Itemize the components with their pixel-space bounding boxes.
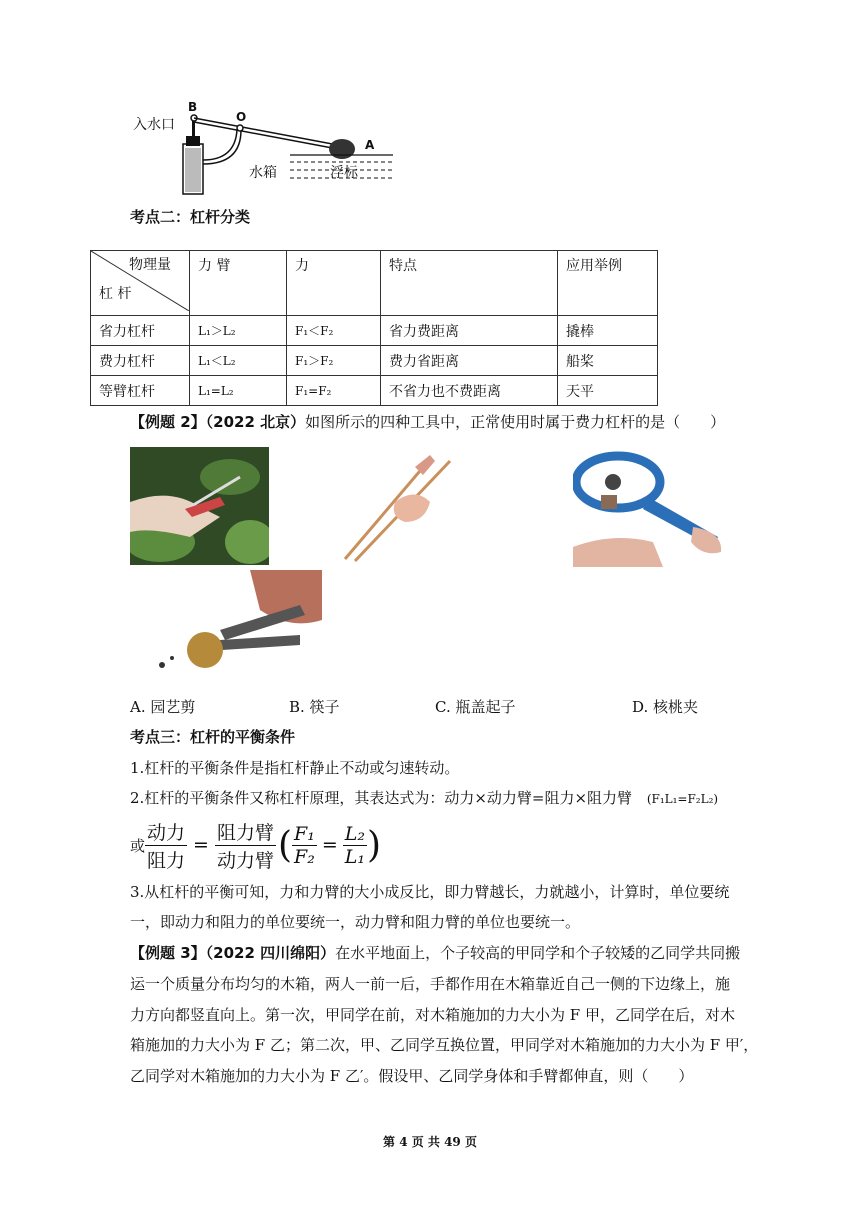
paragraph-3-line2: 一，即动力和阻力的单位要统一，动力臂和阻力臂的单位也要统一。 — [130, 913, 581, 931]
point-O-label: O — [236, 110, 247, 124]
table-row — [91, 376, 658, 406]
frac-num: F₁ — [294, 822, 315, 845]
row-feature: 不省力也不费距离 — [381, 376, 558, 406]
example3-line1 — [130, 942, 740, 964]
ratio-formula — [130, 820, 381, 870]
option-b: B. 筷子 — [289, 698, 340, 716]
row-name: 等臂杠杆 — [91, 376, 190, 406]
row-name: 费力杠杆 — [91, 346, 190, 376]
paragraph-2 — [130, 787, 718, 810]
example3-source: （2022 四川绵阳） — [205, 944, 336, 962]
header-quantity: 物理量 — [129, 257, 171, 273]
frac-den: 动力臂 — [216, 849, 274, 872]
example2-tag: 【例题 2】 — [130, 413, 206, 431]
row-arm: L₁＜L₂ — [190, 346, 287, 376]
header-lever: 杠 杆 — [99, 286, 132, 302]
table-row — [91, 346, 658, 376]
equals-sign: = — [321, 834, 338, 856]
row-force: F₁＞F₂ — [287, 346, 381, 376]
example2-question — [130, 411, 725, 433]
paragraph-2-text: 2.杠杆的平衡条件又称杠杆原理，其表达式为：动力×动力臂=阻力×阻力臂 — [130, 789, 633, 807]
section2-title: 考点二：杠杆分类 — [130, 208, 251, 226]
example2-source: （2022 北京） — [205, 413, 306, 431]
header-example: 应用举例 — [558, 251, 658, 316]
garden-shears-image — [130, 447, 269, 565]
left-paren: ( — [277, 824, 293, 866]
example3-line3: 力方向都竖直向上。第一次，甲同学在前，对木箱施加的力大小为 F 甲，乙同学在后，对木 — [130, 1006, 735, 1024]
frac-num: L₂ — [344, 822, 365, 845]
table-row — [91, 316, 658, 346]
point-B-label: B — [188, 100, 198, 114]
frac-den: F₂ — [294, 845, 315, 868]
row-example: 撬棒 — [558, 316, 658, 346]
frac-den: L₁ — [344, 845, 365, 868]
example2-text: 如图所示的四种工具中，正常使用时属于费力杠杆的是（ ） — [305, 413, 726, 431]
bottle-opener-photo — [573, 447, 725, 567]
option-a: A. 园艺剪 — [130, 698, 196, 716]
row-name: 省力杠杆 — [91, 316, 190, 346]
frac-den: 阻力 — [147, 849, 186, 872]
row-feature: 省力费距离 — [381, 316, 558, 346]
fraction-F — [292, 823, 317, 868]
fraction-force-ratio — [145, 818, 187, 873]
equals-sign: = — [193, 834, 209, 856]
page-footer: 第 4 页 共 49 页 — [383, 1135, 477, 1149]
row-force: F₁=F₂ — [287, 376, 381, 406]
example3-line5: 乙同学对木箱施加的力大小为 F 乙′。假设甲、乙同学身体和手臂都伸直，则（ ） — [130, 1067, 694, 1085]
tank-label: 水箱 — [249, 165, 277, 181]
option-d: D. 核桃夹 — [632, 698, 699, 716]
header-force: 力 — [287, 251, 381, 316]
row-arm: L₁＞L₂ — [190, 316, 287, 346]
header-arm: 力 臂 — [190, 251, 287, 316]
example3-tag: 【例题 3】 — [130, 944, 206, 962]
frac-num: 动力 — [145, 818, 187, 846]
example3-text: 在水平地面上，个子较高的甲同学和个子较矮的乙同学共同搬 — [335, 944, 741, 962]
paragraph-3-line1: 3.从杠杆的平衡可知，力和力臂的大小成反比，即力臂越长，力就越小，计算时，单位要统 — [130, 883, 730, 901]
paragraph-2-formula: (F₁L₁=F₂L₂) — [646, 792, 719, 806]
bottle-opener-image — [573, 447, 725, 567]
float-label: 浮标 — [330, 165, 358, 181]
fraction-L — [343, 823, 367, 868]
chopsticks-photo — [335, 447, 460, 565]
example3-line2: 运一个质量分布均匀的木箱，两人一前一后，手都作用在木箱靠近自己一侧的下边缘上，施 — [130, 975, 731, 993]
example3-line4: 箱施加的力大小为 F 乙；第二次，甲、乙同学互换位置，甲同学对木箱施加的力大小为 F 甲′， — [130, 1036, 759, 1054]
nutcracker-photo — [150, 570, 322, 680]
lever-classification-table — [90, 250, 658, 406]
nutcracker-image — [150, 570, 322, 680]
point-A-label: A — [365, 138, 375, 152]
section3-title: 考点三：杠杆的平衡条件 — [130, 728, 296, 746]
row-force: F₁＜F₂ — [287, 316, 381, 346]
table-header-row — [91, 251, 658, 316]
row-feature: 费力省距离 — [381, 346, 558, 376]
formula-prefix: 或 — [130, 836, 146, 855]
chopsticks-image — [335, 447, 460, 565]
header-feature: 特点 — [381, 251, 558, 316]
option-c: C. 瓶盖起子 — [435, 698, 516, 716]
table-diagonal-header — [91, 251, 190, 316]
right-paren: ) — [366, 824, 382, 866]
garden-shears-photo — [130, 447, 269, 565]
inlet-label: 入水口 — [133, 117, 175, 133]
paragraph-1: 1.杠杆的平衡条件是指杠杆静止不动或匀速转动。 — [130, 759, 460, 777]
row-example: 天平 — [558, 376, 658, 406]
float-valve-diagram — [125, 100, 395, 200]
row-example: 船桨 — [558, 346, 658, 376]
row-arm: L₁=L₂ — [190, 376, 287, 406]
frac-num: 阻力臂 — [215, 818, 276, 846]
fraction-arm-ratio — [215, 818, 276, 873]
